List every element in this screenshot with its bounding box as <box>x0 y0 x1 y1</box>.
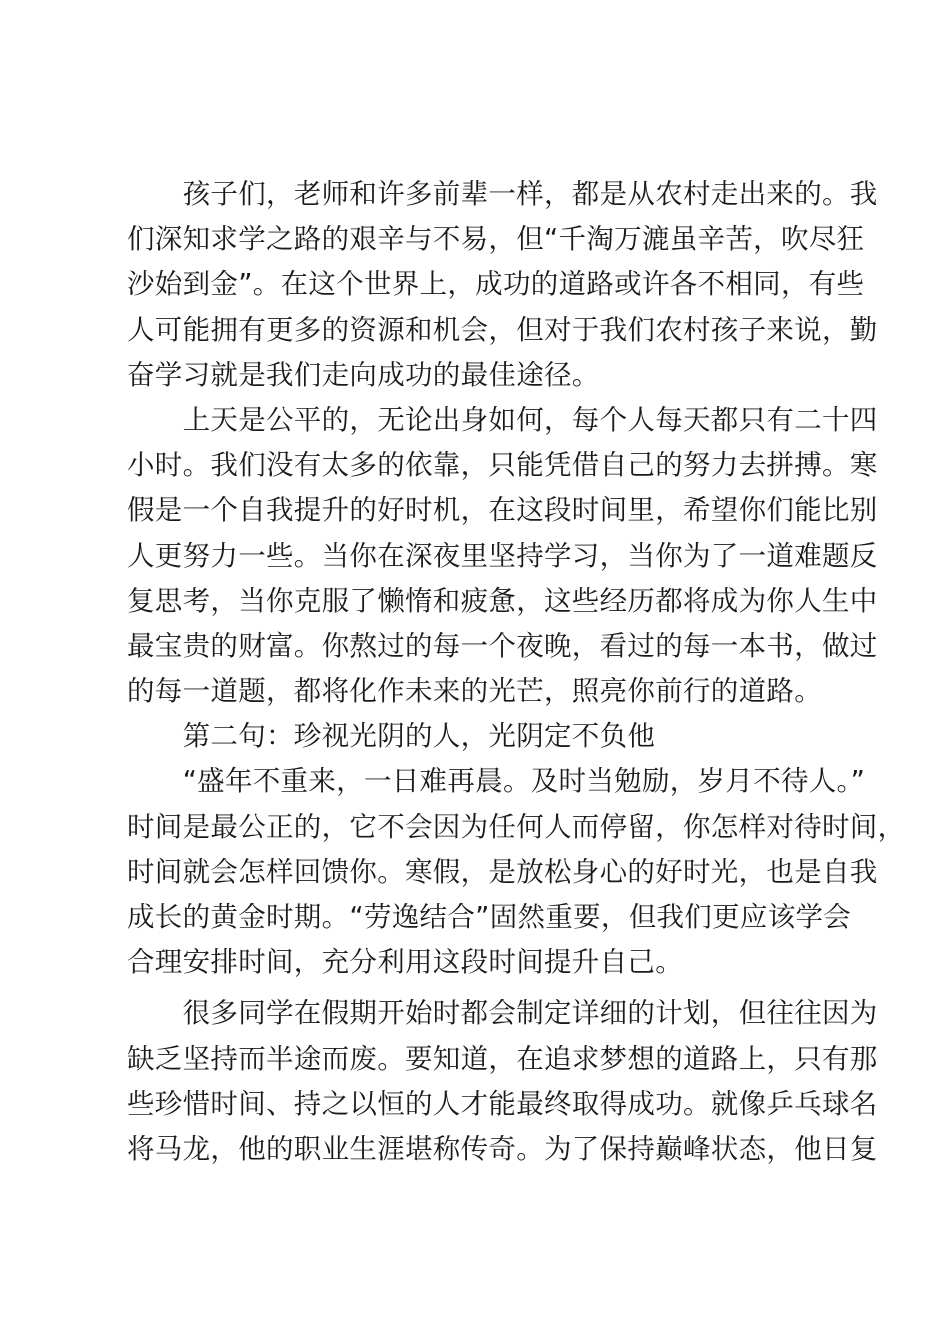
text-line: 孩子们，老师和许多前辈一样，都是从农村走出来的。我 <box>127 178 878 210</box>
text-line: 上天是公平的，无论出身如何，每个人每天都只有二十四 <box>127 403 878 436</box>
text-line: 些珍惜时间、持之以恒的人才能最终取得成功。就像乒乓球名 <box>127 1087 878 1120</box>
text-line: 时间是最公正的，它不会因为任何人而停留，你怎样对待时间， <box>127 810 906 843</box>
text-line: 时间就会怎样回馈你。寒假，是放松身心的好时光，也是自我 <box>127 855 878 888</box>
text-line: 们深知求学之路的艰辛与不易，但“千淘万漉虽辛苦，吹尽狂 <box>127 223 865 256</box>
text-line: 人可能拥有更多的资源和机会，但对于我们农村孩子来说，勤 <box>127 313 878 346</box>
paragraph-3 <box>127 759 906 985</box>
heading-line: 第二句：珍视光阴的人，光阴定不负他 <box>127 720 656 753</box>
text-line: 合理安排时间，充分利用这段时间提升自己。 <box>127 946 683 979</box>
text-line: 沙始到金”。在这个世界上，成功的道路或许各不相同，有些 <box>127 268 865 301</box>
document-body <box>127 172 906 1172</box>
paragraph-1 <box>127 172 878 398</box>
text-line: 将马龙，他的职业生涯堪称传奇。为了保持巅峰状态，他日复 <box>127 1132 878 1165</box>
text-line: “盛年不重来，一日难再晨。及时当勉励，岁月不待人。” <box>127 765 866 798</box>
text-line: 人更努力一些。当你在深夜里坚持学习，当你为了一道难题反 <box>127 539 878 572</box>
text-line: 复思考，当你克服了懒惰和疲惫，这些经历都将成为你人生中 <box>127 584 878 617</box>
paragraph-4 <box>127 991 878 1172</box>
section-heading <box>127 714 839 759</box>
paragraph-2 <box>127 398 878 714</box>
text-line: 很多同学在假期开始时都会制定详细的计划，但往往因为 <box>127 997 878 1030</box>
text-line: 假是一个自我提升的好时机，在这段时间里，希望你们能比别 <box>127 494 878 527</box>
text-line: 小时。我们没有太多的依靠，只能凭借自己的努力去拼搏。寒 <box>127 449 878 482</box>
text-line: 缺乏坚持而半途而废。要知道，在追求梦想的道路上，只有那 <box>127 1042 878 1075</box>
text-line: 成长的黄金时期。“劳逸结合”固然重要，但我们更应该学会 <box>127 901 852 933</box>
text-line: 的每一道题，都将化作未来的光芒，照亮你前行的道路。 <box>127 675 822 708</box>
text-line: 最宝贵的财富。你熬过的每一个夜晚，看过的每一本书，做过 <box>127 629 878 662</box>
text-line: 奋学习就是我们走向成功的最佳途径。 <box>127 358 600 391</box>
